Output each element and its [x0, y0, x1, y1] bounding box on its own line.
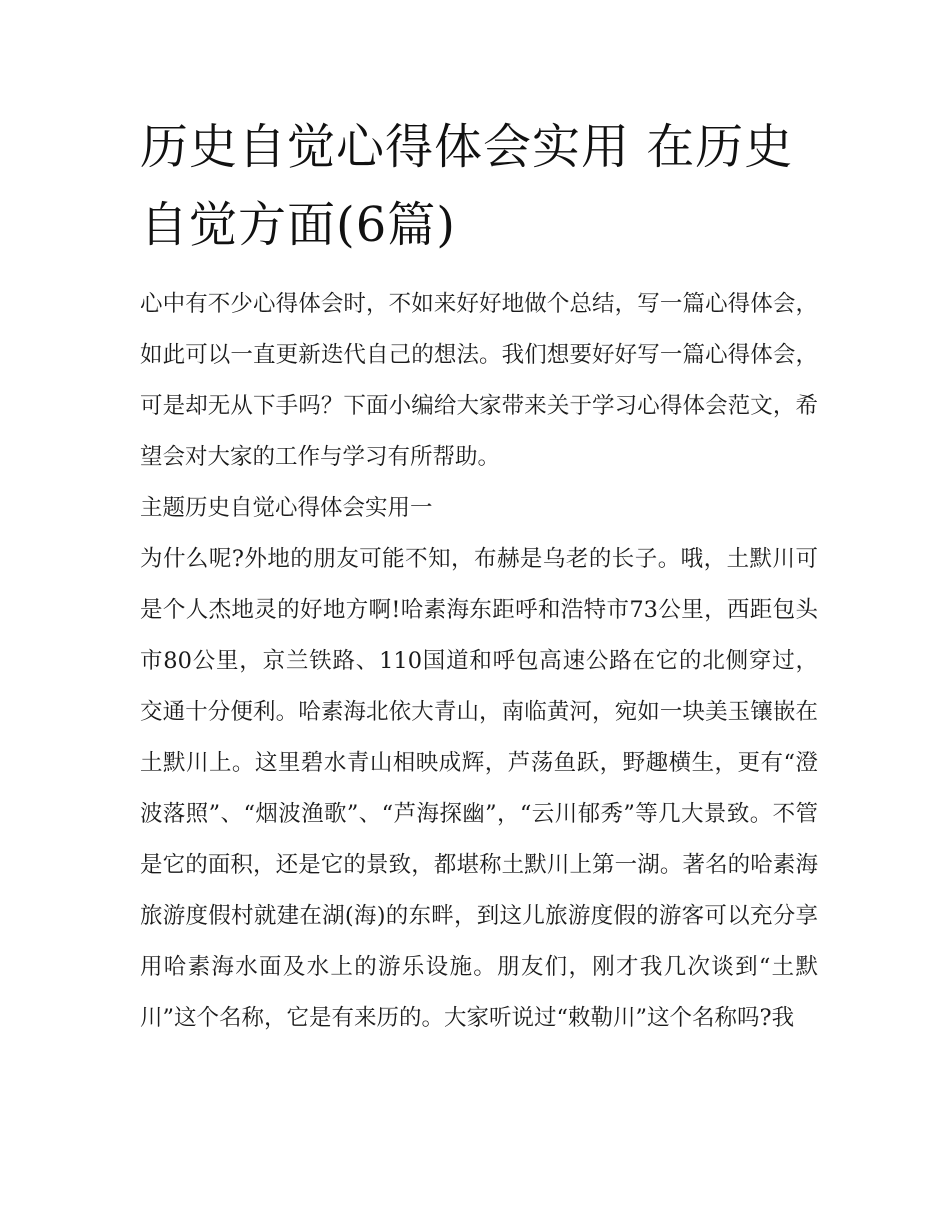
- intro-paragraph: 心中有不少心得体会时，不如来好好地做个总结，写一篇心得体会，如此可以一直更新迭代自己的想法。我们想要好好写一篇心得体会，可是却无从下手吗？下面小编给大家带来关于学习心得体会范文，希望会对大家的工作与学习有所帮助。: [140, 291, 818, 470]
- section-paragraph: 为什么呢?外地的朋友可能不知，布赫是乌老的长子。哦，土默川可是个人杰地灵的好地方啊!哈素海东距呼和浩特市73公里，西距包头市80公里，京兰铁路、110国道和呼包高速公路在它的北侧穿过，交通十分便利。哈素海北依大青山，南临黄河，宛如一块美玉镶嵌在土默川上。这里碧水青山相映成辉，芦荡鱼跃，野趣横生，更有“澄波落照”、“烟波渔歌”、“芦海探幽”，“云川郁秀”等几大景致。不管是它的面积，还是它的景致，都堪称土默川上第一湖。著名的哈素海旅游度假村就建在湖(海)的东畔，到这儿旅游度假的游客可以充分享用哈素海水面及水上的游乐设施。朋友们，刚才我几次谈到“土默川”这个名称，它是有来历的。大家听说过“敕勒川”这个名称吗?我: [140, 546, 818, 1031]
- document-title: 历史自觉心得体会实用 在历史自觉方面(6篇): [140, 119, 794, 253]
- section-heading: 主题历史自觉心得体会实用一: [140, 495, 433, 521]
- document-body: [140, 279, 818, 1044]
